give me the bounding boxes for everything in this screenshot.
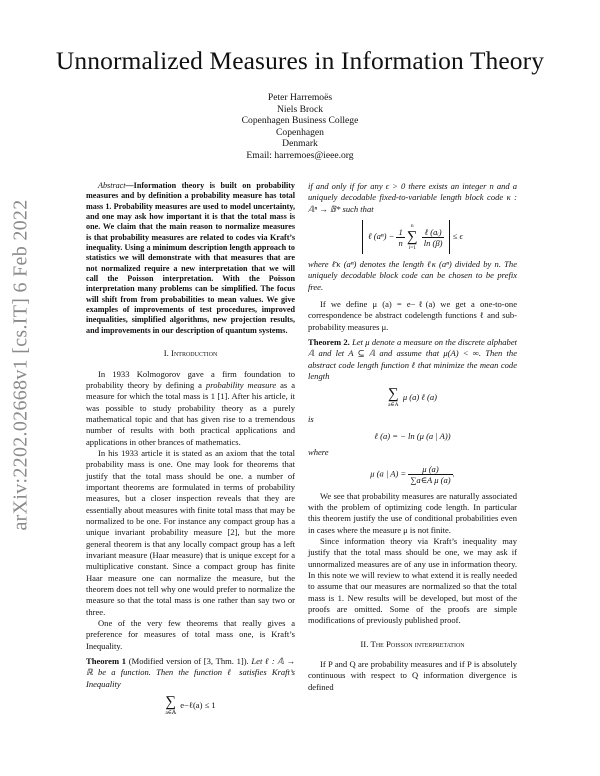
equation-block-code: ℓ (aⁿ) − $\frac{1}{n}$ n ∑ i=1 $\frac{\text{ℓ (aᵢ)}}{\ln (\beta)}$ ≤ ϵ [308,220,517,254]
sum-symbol: ∑ a∈𝔸 [165,694,177,717]
author-email[interactable]: Email: harremoes@ieee.org [246,149,354,161]
intro-paragraph-2: In his 1933 article it is stated as an axiom that the total probability mass is one. One may look for theorems that justify that the total mass should be one. a number of important theorems are formulated in terms of probability measures, but a closer inspection reveals that they are essentially about measures with finite total mass that may be normalized to be one. For instance any compact group has a unique invariant probability measure [2], but the more general theorem is that any locally compact group has a left invariant measure (Haar measure) that is unique except for a multiplicative constant. Since a compact group has finite Haar measure one can normalize the measure, but the theorem does not tell why one would prefer to normalize the measure so that the total mass is one rather than say two or three. [86,447,295,617]
equation-conditional: μ (a | A) = $\frac{\mu (a)}{\text{∑a∈A μ (a)}}$ . [370,463,455,485]
abstract-text: —Information theory is built on probability measures and by definition a probability measure has total mass 1. Probability measures are used to model uncertainty, and one may ask how important it is that the total mass is one. We claim that the main reason to normalize measures is that probability measures are related to codes via Kraft’s inequality. Using a minimum description length approach to statistics we will demonstrate with that measures that are not normalized require a new interpretation that we will call the Poisson interpretation. With the Poisson interpretation many problems can be simplified. The focus will shift from from probabilities to mean values. We give examples of improvements of test procedures, improved inequalities, simplified algorithms, new projection results, and improvements in our description of quantum systems. [86,181,295,335]
abstract-label: Abstract [98,181,126,190]
section-heading-poisson: II. The Poisson interpretation [360,638,465,649]
paragraph-divergence: If P and Q are probability measures and if P is absolutely continuous with respect to Q information divergence is defined [308,658,517,692]
equation-optimal-length: ℓ (a) = − ln (μ (a | A)) [374,430,451,441]
word-where: where [308,447,329,458]
right-column [308,181,517,693]
correspondence-paragraph: If we define μ (a) = e−ℓ(a) we get a one-to-one correspondence be abstract codelength functions ℓ and sub-probability measures μ. [308,299,517,332]
paragraph-unnormalized-measures: Since information theory via Kraft’s inequality may justify that the total mass should be one, we may ask if unnormalized measures are of any use in information theory. In this note we will review to what extend it is really needed to assume that our measures are normalized so that the total mass is 1. New results will be developed, but most of the proofs are omitted. Some of the proofs are simple modifications of previously published proof. [308,535,517,626]
arxiv-stamp [4,165,38,565]
affiliation: Copenhagen Business College [241,115,359,127]
city: Copenhagen [276,126,324,138]
author-name-2: Niels Brock [276,103,324,115]
theorem-1: Theorem 1 (Modified version of [3, Thm. 1]). Let ℓ : 𝔸 → ℝ be a function. Then the function ℓ satisfies Kraft’s Inequality [86,656,295,689]
author-block [0,92,600,162]
left-column [86,181,295,722]
arxiv-id[interactable]: arXiv:2202.02668v1 [cs.IT] 6 Feb 2022 [9,199,32,531]
paragraph-optimizing-code-length: We see that probability measures are naturally associated with the problem of optimizing code length. In particular this theorem justify the use of conditional probabilities even in cases where the measure μ is not finite. [308,490,517,535]
intro-paragraph-3: One of the very few theorems that really gives a preference for measures of total mass one, is Kraft’s Inequality. [86,618,295,651]
absolute-value: ℓ (aⁿ) − $\frac{1}{n}$ n ∑ i=1 $\frac{\text{ℓ (aᵢ)}}{\ln (\beta)}$ [362,220,450,254]
equation-mean-code-length: ∑ a∈A μ (a) ℓ (a) [387,386,438,409]
theorem-1-label: Theorem 1 [86,656,127,667]
section-heading-intro: I. Introduction [163,348,218,359]
paper-title: Unnormalized Measures in Information Theory [55,46,545,75]
intro-paragraph-1: In 1933 Kolmogorov gave a firm foundation to probability theory by defining a probability measure as a measure for which the total mass is 1 [1]. After his article, it was possible to study probability theory as a purely mathematical topic and that has given rise to a tremendous number of results with both practical applications and applications in other brances of mathematics. [86,368,295,447]
theorem-2-label: Theorem 2. [308,337,350,348]
country: Denmark [282,138,318,150]
term-probability-measure: probability measure [205,379,277,390]
code-length-note: where ℓ̄κ (aⁿ) denotes the length ℓκ (aⁿ) divided by n. The uniquely decodable block code can be chosen to be prefix free. [308,259,517,292]
theorem-1-continued: if and only if for any ϵ > 0 there exists an integer n and a uniquely decodable fixed-to-variable length block code κ : 𝔸ⁿ → 𝔹* such that [308,181,517,214]
word-is: is [308,414,314,425]
abstract [86,181,295,336]
equation-kraft: ∑ a∈𝔸 e−ℓ(a) ≤ 1 [165,694,216,717]
theorem-2: Theorem 2. Let μ denote a measure on the discrete alphabet 𝔸 and let A ⊆ 𝔸 and assume that μ(A) < ∞. Then the abstract code length function ℓ that minimize the mean code length [308,337,517,382]
author-name-1: Peter Harremoës [267,92,333,103]
